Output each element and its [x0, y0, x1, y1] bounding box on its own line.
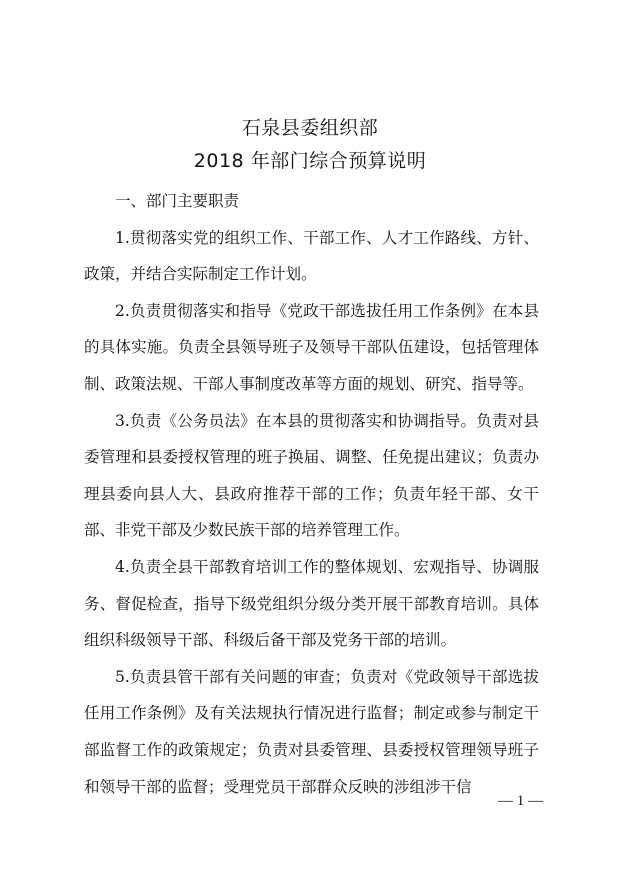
paragraph-3: 3.负责《公务员法》在本县的贯彻落实和协调指导。负责对县委管理和县委授权管理的班子换届、调整、任免提出建议；负责办理县委向县人大、县政府推荐干部的工作；负责年轻干部、女干部、非党干部及少数民族干部的培养管理工作。 [84, 411, 539, 540]
page-number: — 1 — [498, 793, 543, 809]
document-body [84, 183, 539, 805]
paragraph-4: 4.负责全县干部教育培训工作的整体规划、宏观指导、协调服务、督促检查，指导下级党组织分级分类开展干部教育培训。具体组织科级领导干部、科级后备干部及党务干部的培训。 [84, 557, 539, 650]
paragraph-5: 5.负责县管干部有关问题的审查；负责对《党政领导干部选拔任用工作条例》及有关法规执行情况进行监督；制定或参与制定干部监督工作的政策规定；负责对县委管理、县委授权管理领导班子和领导干部的监督；受理党员干部群众反映的涉组涉干信 [84, 667, 539, 796]
paragraph-2: 2.负责贯彻落实和指导《党政干部选拔任用工作条例》在本县的具体实施。负责全县领导班子及领导干部队伍建设，包括管理体制、政策法规、干部人事制度改革等方面的规划、研究、指导等。 [84, 301, 539, 393]
document-title: 石泉县委组织部 [241, 117, 379, 139]
section-heading: 一、部门主要职责 [115, 192, 240, 210]
document-subtitle: 2018 年部门综合预算说明 [193, 150, 427, 172]
paragraph-1: 1.贯彻落实党的组织工作、干部工作、人才工作路线、方针、政策，并结合实际制定工作计划。 [84, 228, 539, 284]
